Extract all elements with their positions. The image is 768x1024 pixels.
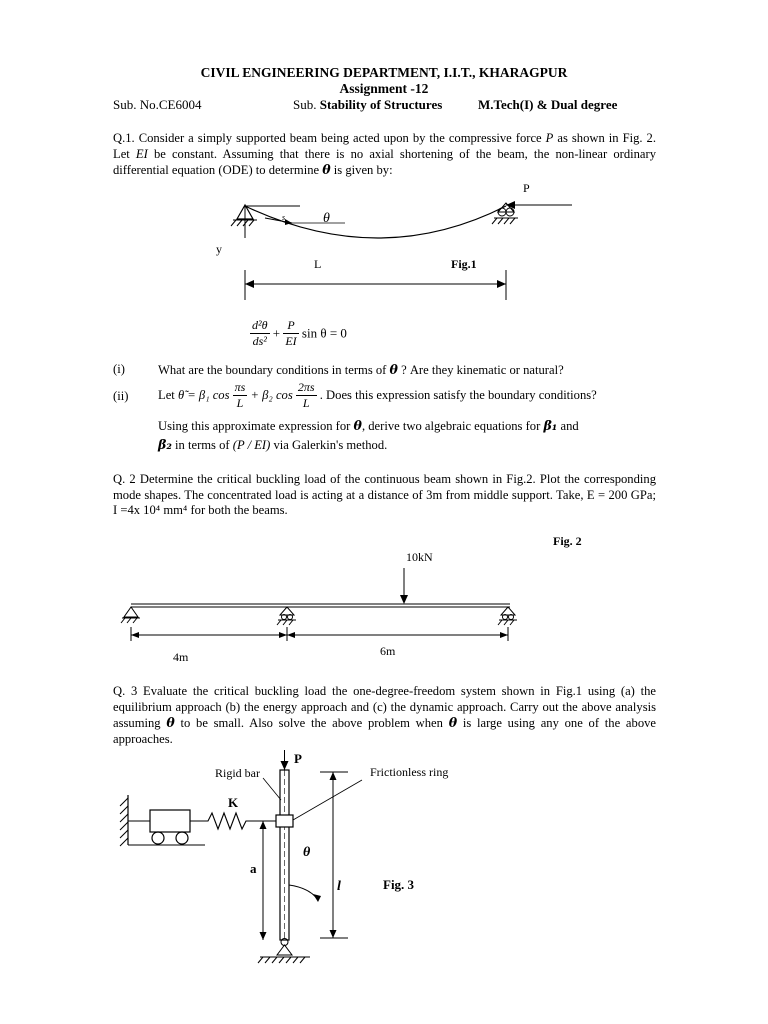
fig3-k-label: K [228, 795, 239, 810]
fig3-cart [150, 810, 190, 832]
q1-text: Q.1. Consider a simply supported beam being acted upon by the compressive force P as shown in Fig. 2. Let EI be constant. Assuming that there is no axial shortening of the beam, the non-linear ordinary differential equation (ODE) to determine θ is given by: [113, 131, 657, 177]
fig3-a-label: a [250, 861, 257, 876]
q1-ii-cont-1: Using this approximate expression for θ, derive two algebraic equations for β₁ and [158, 418, 579, 433]
q1-i-text: What are the boundary conditions in terms of θ ? Are they kinematic or natural? [158, 362, 564, 377]
fig1-y-label: y [216, 242, 222, 256]
fig3-frictionless-ring [276, 815, 293, 827]
assignment-title: Assignment -12 [339, 81, 429, 96]
fig1-label: Fig.1 [451, 257, 477, 271]
q3-text: Q. 3 Evaluate the critical buckling load the one-degree-freedom system shown in Fig.1 using (a) the equilibrium approach (b) the energy approach and (c) the dynamic approach. Carry out the above analysis assuming θ to be small. Also solve the above problem when θ is large using any one of the above approaches. [113, 684, 656, 746]
fig3-theta-label: θ [303, 845, 311, 860]
q1-ii-label: (ii) [113, 389, 129, 403]
subject-title: Stability of Structures [319, 97, 443, 112]
fig2-span2-label: 6m [380, 644, 396, 658]
department-title: CIVIL ENGINEERING DEPARTMENT, I.I.T., KHARAGPUR [200, 65, 568, 80]
fig2-left-support [121, 607, 140, 623]
fig1-l-label: L [314, 257, 322, 271]
fig2-middle-support [277, 607, 296, 625]
fig3-label: Fig. 3 [383, 877, 415, 892]
fig1-p-label: P [523, 181, 530, 195]
q1-ii-text: Let θ̃ = β₁ cos $\frac{\pi s}{L}$ + β₂ cos $\frac{2\pi s}{L}$ . Does this expression satisfy the boundary conditions? [158, 380, 597, 410]
program-name: M.Tech(I) & Dual degree [478, 97, 618, 112]
fig1-s-label: s [282, 213, 286, 222]
q2-text: Q. 2 Determine the critical buckling load of the continuous beam shown in Fig.2. Plot the corresponding mode shapes. The concentrated load is acting at a distance of 3m from middle support. Take, E = 200 GPa; I =4x 10⁴ mm⁴ for both the beams. [113, 472, 656, 517]
fig2-label: Fig. 2 [553, 534, 582, 548]
subject-number: Sub. No.CE6004 [113, 97, 202, 112]
subject-prefix: Sub. [293, 97, 317, 112]
fig2-span1-label: 4m [173, 650, 189, 664]
fig3-l-label: l [337, 879, 341, 894]
q1-i-label: (i) [113, 362, 125, 376]
ode-equation: $\frac{\text{d²θ}}{\text{ds²}}$ + $\frac{P}{EI}$ sin θ = 0 [252, 318, 347, 348]
fig2-load-label: 10kN [406, 550, 433, 564]
fig2-right-support [498, 607, 517, 625]
fig3-rigid-bar-label: Rigid bar [215, 766, 260, 780]
fig1-theta-label: θ [323, 211, 330, 226]
fig3-p-label: P [294, 751, 302, 766]
fig3-ring-label: Frictionless ring [370, 765, 449, 779]
q1-ii-cont-2: β₂ in terms of (P / EI) via Galerkin's method. [158, 437, 388, 452]
left-pin-support [231, 205, 257, 226]
